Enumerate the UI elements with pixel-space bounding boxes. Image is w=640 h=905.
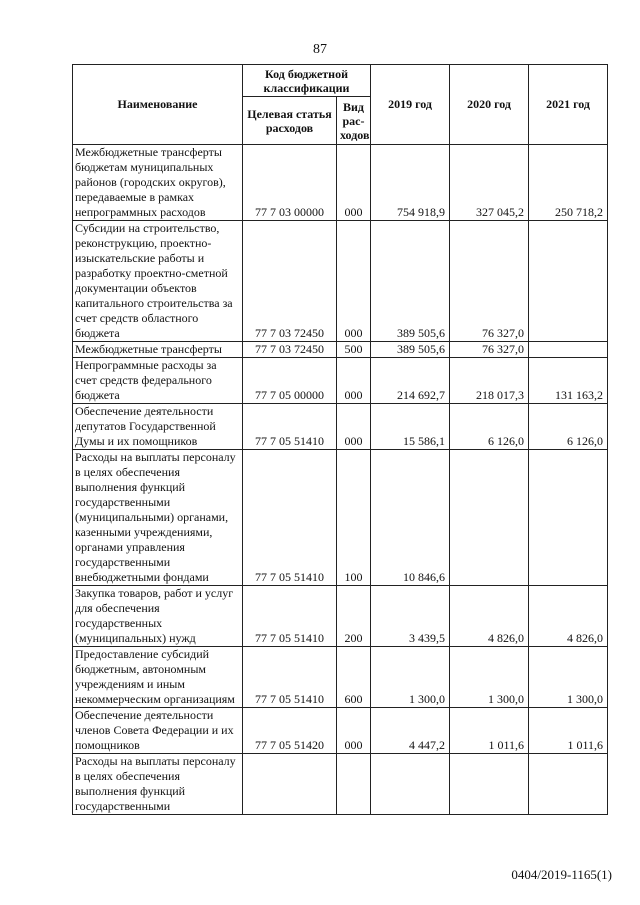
row-2021: 250 718,2	[529, 145, 608, 221]
row-name: Обеспечение деятельности депутатов Государственной Думы и их помощников	[73, 404, 243, 450]
row-code: 77 7 03 00000	[243, 145, 337, 221]
row-expense-type: 000	[337, 221, 371, 342]
row-2019: 15 586,1	[371, 404, 450, 450]
row-2020	[450, 754, 529, 815]
row-2019: 3 439,5	[371, 586, 450, 647]
row-code: 77 7 03 72450	[243, 342, 337, 358]
row-name: Предоставление субсидий бюджетным, автономным учреждениям и иным некоммерческим организациям	[73, 647, 243, 708]
header-name: Наименование	[73, 65, 243, 145]
row-name: Непрограммные расходы за счет средств федерального бюджета	[73, 358, 243, 404]
row-expense-type: 000	[337, 145, 371, 221]
row-name: Расходы на выплаты персоналу в целях обеспечения выполнения функций государственными	[73, 754, 243, 815]
row-2020: 1 300,0	[450, 647, 529, 708]
row-code: 77 7 05 51410	[243, 450, 337, 586]
row-expense-type: 600	[337, 647, 371, 708]
table-row	[73, 754, 608, 815]
row-name: Межбюджетные трансферты	[73, 342, 243, 358]
row-2020: 76 327,0	[450, 342, 529, 358]
row-name: Обеспечение деятельности членов Совета Федерации и их помощников	[73, 708, 243, 754]
row-expense-type: 100	[337, 450, 371, 586]
row-2021	[529, 221, 608, 342]
row-2021: 1 300,0	[529, 647, 608, 708]
row-name: Межбюджетные трансферты бюджетам муниципальных районов (городских округов), передаваемые в рамках непрограммных расходов	[73, 145, 243, 221]
row-code: 77 7 03 72450	[243, 221, 337, 342]
row-2019: 4 447,2	[371, 708, 450, 754]
table-row	[73, 358, 608, 404]
row-2020: 1 011,6	[450, 708, 529, 754]
table-row	[73, 450, 608, 586]
table-row	[73, 404, 608, 450]
row-2019: 1 300,0	[371, 647, 450, 708]
row-code: 77 7 05 51410	[243, 586, 337, 647]
row-2021	[529, 450, 608, 586]
row-2019: 389 505,6	[371, 221, 450, 342]
row-code: 77 7 05 51410	[243, 404, 337, 450]
row-expense-type: 000	[337, 404, 371, 450]
row-code: 77 7 05 51410	[243, 647, 337, 708]
table-row	[73, 586, 608, 647]
row-2019: 10 846,6	[371, 450, 450, 586]
row-expense-type: 500	[337, 342, 371, 358]
row-2019: 389 505,6	[371, 342, 450, 358]
row-2021	[529, 342, 608, 358]
row-name: Закупка товаров, работ и услуг для обеспечения государственных (муниципальных) нужд	[73, 586, 243, 647]
budget-table	[72, 64, 608, 815]
row-2020: 327 045,2	[450, 145, 529, 221]
header-2021: 2021 год	[529, 65, 608, 145]
page-number: 87	[313, 42, 327, 57]
row-2021: 131 163,2	[529, 358, 608, 404]
row-name: Расходы на выплаты персоналу в целях обеспечения выполнения функций государственными (муниципальными) органами, казенными учреждениями, органами управления государственными внебюджетными фондами	[73, 450, 243, 586]
row-code: 77 7 05 00000	[243, 358, 337, 404]
table-row	[73, 708, 608, 754]
row-expense-type: 000	[337, 708, 371, 754]
header-2020: 2020 год	[450, 65, 529, 145]
header-target-article: Целевая статья расходов	[243, 97, 337, 145]
header-expense-type: Вид рас-ходов	[337, 97, 371, 145]
row-code	[243, 754, 337, 815]
row-expense-type	[337, 754, 371, 815]
row-2020: 218 017,3	[450, 358, 529, 404]
row-expense-type: 200	[337, 586, 371, 647]
row-2020: 6 126,0	[450, 404, 529, 450]
row-2020	[450, 450, 529, 586]
row-2019: 214 692,7	[371, 358, 450, 404]
row-2021	[529, 754, 608, 815]
row-2021: 6 126,0	[529, 404, 608, 450]
row-2021: 1 011,6	[529, 708, 608, 754]
document-code: 0404/2019-1165(1)	[511, 867, 612, 882]
row-code: 77 7 05 51420	[243, 708, 337, 754]
header-kbk-group: Код бюджетной классификации	[243, 65, 371, 97]
row-2020: 4 826,0	[450, 586, 529, 647]
table-row	[73, 647, 608, 708]
row-2021: 4 826,0	[529, 586, 608, 647]
header-2019: 2019 год	[371, 65, 450, 145]
row-2020: 76 327,0	[450, 221, 529, 342]
table-row	[73, 221, 608, 342]
row-2019	[371, 754, 450, 815]
row-expense-type: 000	[337, 358, 371, 404]
table-row	[73, 145, 608, 221]
table-row	[73, 342, 608, 358]
row-2019: 754 918,9	[371, 145, 450, 221]
row-name: Субсидии на строительство, реконструкцию, проектно-изыскательские работы и разработку проектно-сметной документации объектов капитального строительства за счет средств областного бюджета	[73, 221, 243, 342]
